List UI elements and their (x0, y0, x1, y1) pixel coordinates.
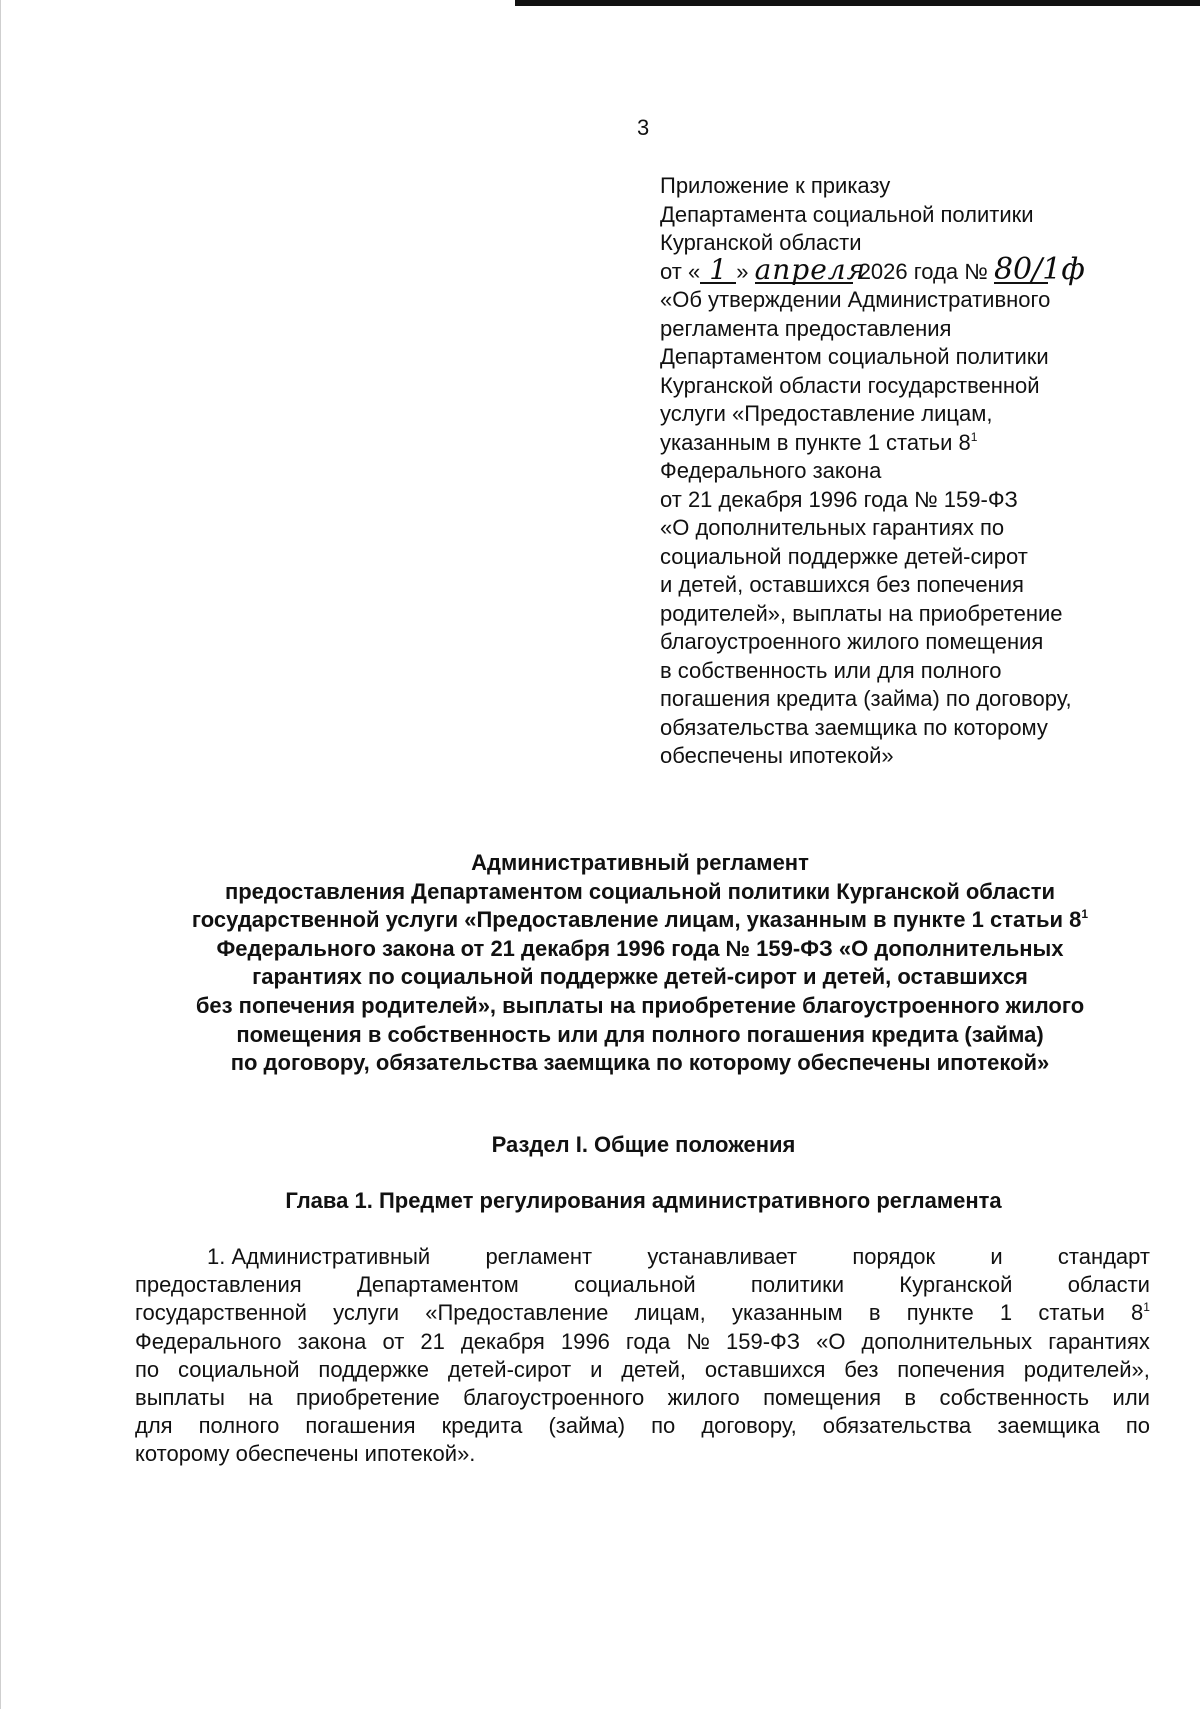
paragraph-word: на (248, 1385, 273, 1411)
appendix-article-line (660, 429, 1120, 458)
appendix-line: Департаментом социальной политики (660, 344, 1049, 369)
appendix-block (660, 172, 1120, 771)
appendix-line: Курганской области (660, 230, 862, 255)
paragraph-word: и (590, 1356, 603, 1382)
paragraph-word: Курганской (899, 1272, 1013, 1298)
paragraph-word: социальной (574, 1272, 696, 1298)
appendix-line: «О дополнительных гарантиях по (660, 515, 1005, 540)
paragraph-word: государственной (135, 1300, 307, 1326)
paragraph-word: указанным (731, 1300, 843, 1326)
appendix-line: обязательства заемщика по которому (660, 714, 1048, 740)
paragraph-1 (135, 1243, 1150, 1469)
paragraph-word: лицам, (634, 1300, 706, 1326)
appendix-line: услуги «Предоставление лицам, (660, 401, 993, 426)
handwritten-order-number: 80/1ф (993, 251, 1085, 287)
paragraph-word: 1. Административный (207, 1244, 431, 1269)
paragraph-word: Департаментом (356, 1272, 519, 1298)
paragraph-word: обязательства (822, 1413, 972, 1439)
scan-left-edge (0, 0, 1, 1709)
paragraph-word: по (135, 1356, 160, 1382)
paragraph-word: кредита (441, 1413, 523, 1439)
paragraph-word: декабря (460, 1328, 545, 1354)
paragraph-word-text: 8 (1131, 1300, 1144, 1326)
paragraph-word: от (382, 1328, 405, 1354)
paragraph-word: заемщика (997, 1413, 1100, 1439)
paragraph-word (1131, 1299, 1150, 1327)
paragraph-word: «О (816, 1328, 846, 1354)
paragraph-word: 21 (420, 1328, 445, 1354)
title-line: гарантиях по социальной поддержке детей-сирот и детей, оставшихся (252, 964, 1028, 990)
paragraph-word: 1 (999, 1300, 1013, 1326)
paragraph-word: года (625, 1328, 671, 1354)
superscript: 1 (970, 429, 978, 444)
paragraph-word: попечения (897, 1356, 1005, 1382)
paragraph-word: политики (750, 1272, 844, 1298)
paragraph-word: приобретение (296, 1385, 440, 1411)
paragraph-word: родителей», (1023, 1356, 1150, 1382)
paragraph-word: в (904, 1385, 917, 1411)
appendix-line: регламента предоставления (660, 315, 952, 341)
title-line: Административный регламент (471, 850, 809, 875)
appendix-line: и детей, оставшихся без попечения (660, 572, 1024, 597)
paragraph-word: погашения (305, 1413, 416, 1439)
paragraph-word: для (135, 1413, 173, 1439)
title-line: Федерального закона от 21 декабря 1996 года № 159-ФЗ «О дополнительных (216, 935, 1064, 961)
title-line: по договору, обязательства заемщика по которому обеспечены ипотекой» (230, 1050, 1050, 1076)
page-number: 3 (637, 115, 650, 140)
superscript: 1 (1143, 1300, 1150, 1315)
paragraph-word: в (868, 1300, 881, 1326)
paragraph-word: Федерального (135, 1328, 282, 1354)
paragraph-word: порядок (852, 1244, 936, 1269)
paragraph-line (135, 1243, 1150, 1271)
appendix-line: в собственность или для полного (660, 657, 1002, 683)
paragraph-word: детей, (621, 1356, 687, 1382)
paragraph-word: 1996 (560, 1328, 610, 1354)
document-title (130, 849, 1150, 1078)
paragraph-word: помещения (763, 1385, 882, 1411)
article-text: указанным в пункте 1 статьи 8 (660, 429, 971, 455)
appendix-date-line (660, 251, 1120, 287)
paragraph-word: области (1067, 1272, 1150, 1298)
paragraph-word: гарантиях (1048, 1328, 1150, 1354)
appendix-line: от 21 декабря 1996 года № 159-ФЗ (660, 486, 1018, 512)
paragraph-line: которому обеспечены ипотекой». (135, 1441, 476, 1467)
paragraph-word: закона (297, 1328, 367, 1354)
paragraph-word: дополнительных (861, 1328, 1033, 1354)
paragraph-word: по (1125, 1413, 1150, 1439)
appendix-line: погашения кредита (займа) по договору, (660, 686, 1072, 711)
paragraph-word: детей-сирот (447, 1356, 572, 1382)
appendix-line: социальной поддержке детей-сирот (660, 543, 1028, 569)
paragraph-line (135, 1328, 1150, 1356)
paragraph-word: № (686, 1328, 710, 1354)
paragraph-word: регламент (485, 1244, 593, 1269)
title-line (130, 906, 1150, 935)
chapter-heading: Глава 1. Предмет регулирования административного регламента (285, 1188, 1002, 1213)
paragraph-word: по (651, 1413, 676, 1439)
handwritten-day: 1 (700, 258, 736, 284)
paragraph-word: без (844, 1356, 879, 1382)
appendix-line: обеспечены ипотекой» (660, 743, 894, 768)
paragraph-word: «Предоставление (425, 1300, 609, 1326)
paragraph-word: благоустроенного (463, 1385, 645, 1411)
paragraph-word: собственность (939, 1385, 1090, 1411)
paragraph-word: оставшихся (704, 1356, 826, 1382)
paragraph-word: стандарт (1057, 1244, 1150, 1269)
title-line: предоставления Департаментом социальной политики Курганской области (224, 878, 1056, 904)
superscript: 1 (1081, 907, 1089, 922)
date-mid: » (736, 258, 749, 284)
paragraph-word: и (990, 1244, 1003, 1269)
paragraph-word: социальной (177, 1356, 300, 1382)
paragraph-word: статьи (1038, 1300, 1105, 1326)
appendix-line: Курганской области государственной (660, 372, 1040, 398)
paragraph-line (135, 1299, 1150, 1327)
paragraph-word: услуги (333, 1300, 400, 1326)
scan-top-edge (515, 0, 1200, 6)
paragraph-word: полного (198, 1413, 280, 1439)
paragraph-word: поддержке (318, 1356, 430, 1382)
paragraph-line (135, 1271, 1150, 1299)
paragraph-word: или (1112, 1385, 1150, 1411)
paragraph-word: 159-ФЗ (725, 1328, 801, 1354)
appendix-line: Департамента социальной политики (660, 201, 1034, 227)
paragraph-word: договору, (701, 1413, 797, 1439)
handwritten-month: апреля (754, 252, 867, 286)
paragraph-line (135, 1412, 1150, 1440)
paragraph-word: пункте (906, 1300, 974, 1326)
paragraph-line (135, 1356, 1150, 1384)
paragraph-word: устанавливает (647, 1244, 798, 1269)
appendix-line: «Об утверждении Административного (660, 287, 1051, 312)
title-line: помещения в собственность или для полного погашения кредита (займа) (236, 1021, 1044, 1047)
date-prefix: от « (660, 258, 701, 284)
title-text: государственной услуги «Предоставление лицам, указанным в пункте 1 статьи 8 (191, 907, 1082, 933)
appendix-line: благоустроенного жилого помещения (660, 629, 1044, 654)
appendix-line: Федерального закона (660, 458, 882, 483)
appendix-line: Приложение к приказу (660, 173, 891, 198)
appendix-line: родителей», выплаты на приобретение (660, 600, 1063, 626)
paragraph-word: (займа) (548, 1413, 626, 1439)
title-line: без попечения родителей», выплаты на приобретение благоустроенного жилого (195, 992, 1085, 1018)
paragraph-word: предоставления (135, 1272, 302, 1298)
paragraph-word: выплаты (135, 1385, 225, 1411)
date-year: 2026 года № (858, 258, 988, 284)
paragraph-word: жилого (667, 1385, 740, 1411)
paragraph-line (135, 1384, 1150, 1412)
section-heading: Раздел I. Общие положения (491, 1132, 796, 1157)
